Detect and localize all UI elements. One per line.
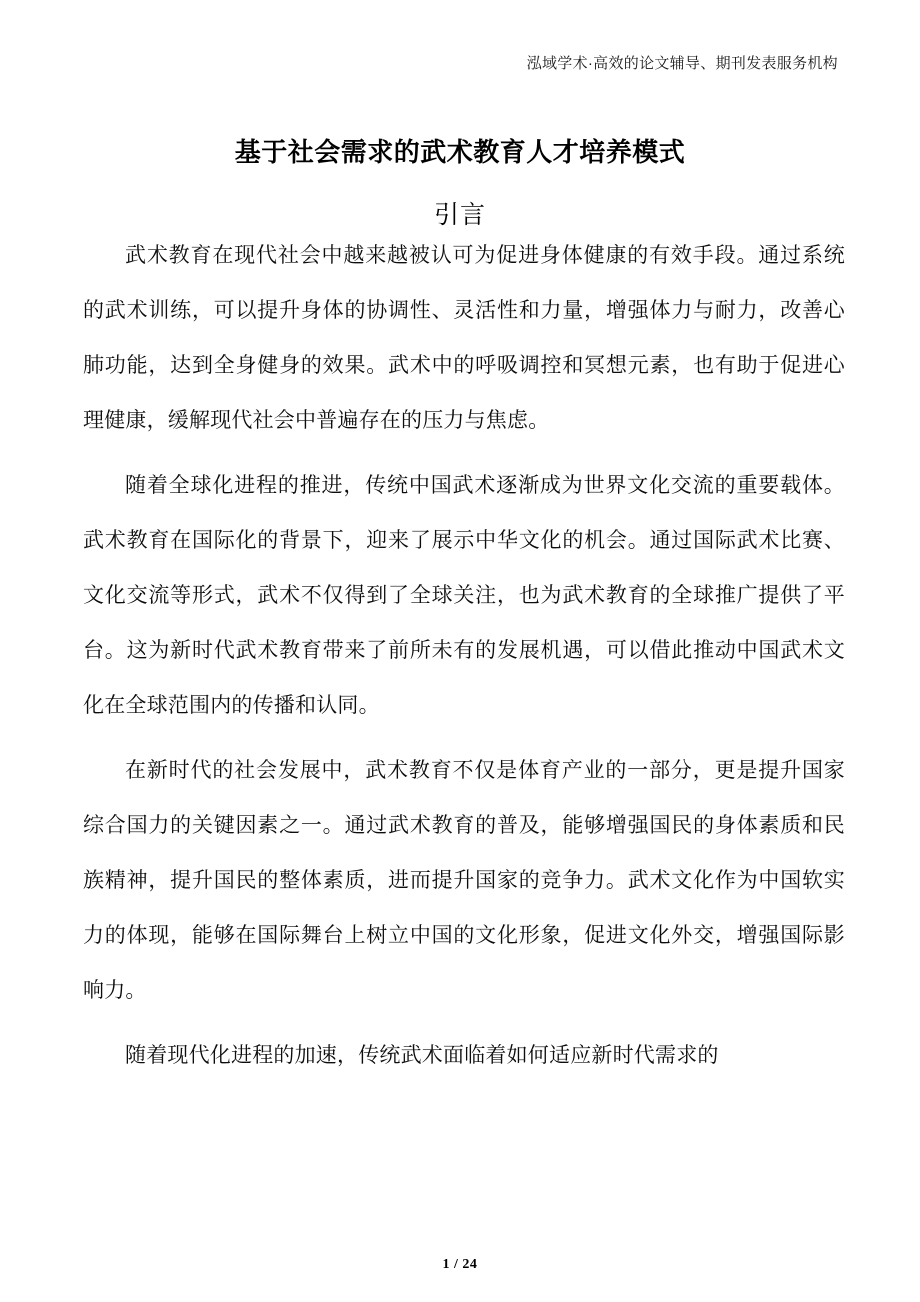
section-heading-introduction: 引言 xyxy=(433,200,486,229)
running-header: 泓域学术·高效的论文辅导、期刊发表服务机构 xyxy=(526,55,838,72)
page-title: 基于社会需求的武术教育人才培养模式 xyxy=(234,137,686,168)
paragraph: 随着现代化进程的加速，传统武术面临着如何适应新时代需求的 xyxy=(125,1043,719,1067)
paragraph: 在新时代的社会发展中，武术教育不仅是体育产业的一部分，更是提升国家综合国力的关键因素之一。通过武术教育的普及，能够增强国民的身体素质和民族精神，提升国民的整体素质，进而提升国家的竞争力。武术文化作为中国软实力的体现，能够在国际舞台上树立中国的文化形象，促进文化外交，增强国际影响力。 xyxy=(83,758,845,1002)
body-text xyxy=(83,228,845,1083)
paragraph: 武术教育在现代社会中越来越被认可为促进身体健康的有效手段。通过系统的武术训练，可以提升身体的协调性、灵活性和力量，增强体力与耐力，改善心肺功能，达到全身健身的效果。武术中的呼吸调控和冥想元素，也有助于促进心理健康，缓解现代社会中普遍存在的压力与焦虑。 xyxy=(83,243,845,432)
paragraph: 随着全球化进程的推进，传统中国武术逐渐成为世界文化交流的重要载体。武术教育在国际化的背景下，迎来了展示中华文化的机会。通过国际武术比赛、文化交流等形式，武术不仅得到了全球关注，也为武术教育的全球推广提供了平台。这为新时代武术教育带来了前所未有的发展机遇，可以借此推动中国武术文化在全球范围内的传播和认同。 xyxy=(83,473,845,717)
page-number-footer: 1 / 24 xyxy=(442,1257,478,1272)
